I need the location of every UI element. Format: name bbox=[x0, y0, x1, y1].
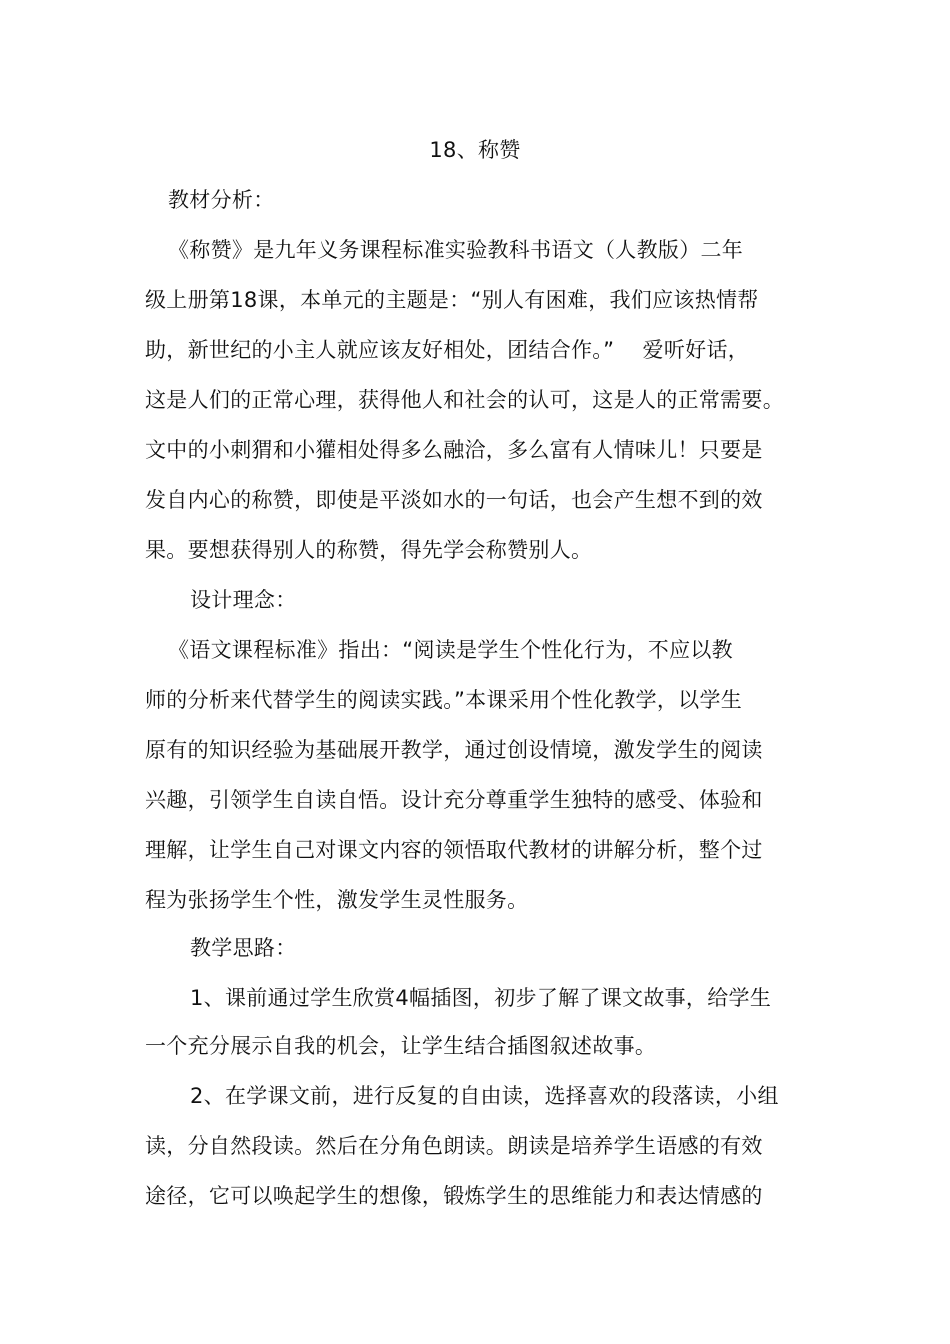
section-heading-teaching-approach: 教学思路： bbox=[190, 936, 297, 960]
paragraph-line: 发自内心的称赞，即使是平淡如水的一句话，也会产生想不到的效 bbox=[145, 488, 763, 512]
paragraph-line: 助，新世纪的小主人就应该友好相处，团结合作。” 爱听好话， bbox=[145, 338, 750, 362]
paragraph-line: 师的分析来代替学生的阅读实践。”本课采用个性化教学，以学生 bbox=[145, 688, 743, 712]
paragraph-line: 1、课前通过学生欣赏4幅插图，初步了解了课文故事，给学生 bbox=[190, 986, 772, 1010]
paragraph-line: 文中的小刺猬和小獾相处得多么融洽，多么富有人情味儿！只要是 bbox=[145, 438, 763, 462]
paragraph-line: 《语文课程标准》指出：“阅读是学生个性化行为，不应以教 bbox=[168, 638, 733, 662]
paragraph-line: 读，分自然段读。然后在分角色朗读。朗读是培养学生语感的有效 bbox=[145, 1134, 763, 1158]
document-title: 18、称赞 bbox=[429, 138, 521, 162]
section-heading-material-analysis: 教材分析： bbox=[168, 188, 275, 212]
paragraph-line: 兴趣，引领学生自读自悟。设计充分尊重学生独特的感受、体验和 bbox=[145, 788, 763, 812]
section-heading-design-concept: 设计理念： bbox=[190, 588, 297, 612]
paragraph-line: 这是人们的正常心理，获得他人和社会的认可，这是人的正常需要。 bbox=[145, 388, 784, 412]
paragraph-line: 级上册第18课，本单元的主题是：“别人有困难，我们应该热情帮 bbox=[145, 288, 759, 312]
paragraph-line: 程为张扬学生个性，激发学生灵性服务。 bbox=[145, 888, 529, 912]
paragraph-line: 一个充分展示自我的机会，让学生结合插图叙述故事。 bbox=[145, 1034, 657, 1058]
paragraph-line: 2、在学课文前，进行反复的自由读，选择喜欢的段落读，小组 bbox=[190, 1084, 779, 1108]
paragraph-line: 途径，它可以唤起学生的想像，锻炼学生的思维能力和表达情感的 bbox=[145, 1184, 763, 1208]
paragraph-line: 《称赞》是九年义务课程标准实验教科书语文（人教版）二年 bbox=[168, 238, 744, 262]
paragraph-line: 果。要想获得别人的称赞，得先学会称赞别人。 bbox=[145, 538, 593, 562]
paragraph-line: 原有的知识经验为基础展开教学，通过创设情境，激发学生的阅读 bbox=[145, 738, 763, 762]
paragraph-line: 理解，让学生自己对课文内容的领悟取代教材的讲解分析，整个过 bbox=[145, 838, 763, 862]
